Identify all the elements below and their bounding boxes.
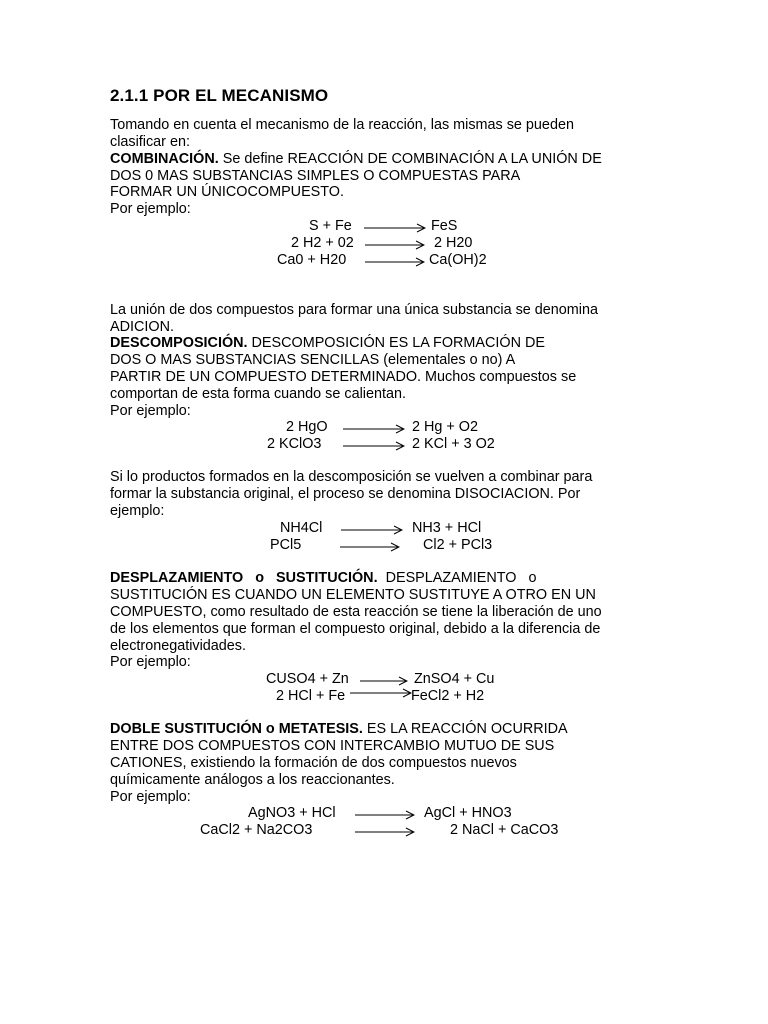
desplazamiento-eq1-reactants: CUSO4 + Zn [266,671,349,687]
intro-line-2: clasificar en: [110,134,190,150]
disociacion-line-2: formar la substancia original, el proceso se denomina DISOCIACION. Por [110,486,581,502]
doble-eq2-reactants: CaCl2 + Na2CO3 [200,822,313,838]
doble-line-2: ENTRE DOS COMPUESTOS CON INTERCAMBIO MUTUO DE SUS [110,738,555,754]
doble-text-1: ES LA REACCIÓN OCURRIDA [362,721,568,737]
descomposicion-text-1: DESCOMPOSICIÓN ES LA FORMACIÓN DE [247,335,545,351]
doble-line-4: químicamente análogos a los reaccionantes. [110,772,395,788]
desplazamiento-example-label: Por ejemplo: [110,654,191,670]
combinacion-eq2-reactants: 2 H2 + 02 [291,235,354,251]
desplazamiento-eq1-products: ZnSO4 + Cu [414,671,495,687]
descomposicion-eq1-reactants: 2 HgO [286,419,328,435]
reaction-arrow [340,542,400,552]
section-heading: 2.1.1 POR EL MECANISMO [110,86,329,105]
desplazamiento-line-2: SUSTITUCIÓN ES CUANDO UN ELEMENTO SUSTITUYE A OTRO EN UN [110,587,596,603]
desplazamiento-line-4: de los elementos que forman el compuesto original, debido a la diferencia de [110,621,601,637]
descomposicion-line-3: PARTIR DE UN COMPUESTO DETERMINADO. Muchos compuestos se [110,369,577,385]
descomposicion-eq2-products: 2 KCl + 3 O2 [412,436,495,452]
reaction-arrow [350,688,412,698]
reaction-arrow [343,441,405,451]
doble-example-label: Por ejemplo: [110,789,191,805]
descomposicion-eq1-products: 2 Hg + O2 [412,419,478,435]
descomposicion-eq3-reactants: NH4Cl [280,520,323,536]
desplazamiento-title: DESPLAZAMIENTO o SUSTITUCIÓN. [110,570,378,586]
reaction-arrow [364,223,426,233]
desplazamiento-line-5: electronegatividades. [110,638,247,654]
descomposicion-line-1 [110,335,650,352]
combinacion-eq3-products: Ca(OH)2 [429,252,487,268]
reaction-arrow [355,827,415,837]
desplazamiento-line-3: COMPUESTO, como resultado de esta reacción se tiene la liberación de uno [110,604,602,620]
reaction-arrow [365,240,425,250]
combinacion-example-label: Por ejemplo: [110,201,191,217]
doble-line-3: CATIONES, existiendo la formación de dos compuestos nuevos [110,755,517,771]
descomposicion-line-2: DOS O MAS SUBSTANCIAS SENCILLAS (elementales o no) A [110,352,516,368]
adicion-line-2: ADICION. [110,319,174,335]
reaction-arrow [360,676,408,686]
adicion-line-1: La unión de dos compuestos para formar una única substancia se denomina [110,302,598,318]
descomposicion-eq2-reactants: 2 KClO3 [267,436,322,452]
doble-eq1-reactants: AgNO3 + HCl [248,805,336,821]
desplazamiento-text-1: DESPLAZAMIENTO o [377,570,537,586]
reaction-arrow [341,525,403,535]
doble-title: DOBLE SUSTITUCIÓN o METATESIS. [110,721,363,737]
descomposicion-example-label: Por ejemplo: [110,403,191,419]
doble-eq2-products: 2 NaCl + CaCO3 [450,822,559,838]
combinacion-line-1 [110,151,650,168]
desplazamiento-line-1 [110,570,650,587]
descomposicion-eq3-products: NH3 + HCl [412,520,482,536]
doble-line-1 [110,721,650,738]
doble-eq1-products: AgCl + HNO3 [424,805,512,821]
combinacion-title: COMBINACIÓN. [110,151,219,167]
combinacion-line-2: DOS 0 MAS SUBSTANCIAS SIMPLES O COMPUESTAS PARA [110,168,521,184]
combinacion-eq1-reactants: S + Fe [309,218,352,234]
combinacion-eq3-reactants: Ca0 + H20 [277,252,347,268]
disociacion-line-1: Si lo productos formados en la descomposición se vuelven a combinar para [110,469,593,485]
intro-line-1: Tomando en cuenta el mecanismo de la reacción, las mismas se pueden [110,117,574,133]
desplazamiento-eq2-reactants: 2 HCl + Fe [276,688,346,704]
descomposicion-eq4-products: Cl2 + PCl3 [423,537,493,553]
combinacion-eq1-products: FeS [431,218,458,234]
desplazamiento-eq2-products: FeCl2 + H2 [411,688,485,704]
combinacion-line-3: FORMAR UN ÚNICOCOMPUESTO. [110,184,344,200]
reaction-arrow [355,810,415,820]
descomposicion-line-4: comportan de esta forma cuando se calientan. [110,386,406,402]
descomposicion-eq4-reactants: PCl5 [270,537,302,553]
reaction-arrow [343,424,405,434]
reaction-arrow [365,257,425,267]
descomposicion-title: DESCOMPOSICIÓN. [110,335,248,351]
combinacion-text-1: Se define REACCIÓN DE COMBINACIÓN A LA UNIÓN DE [218,151,602,167]
combinacion-eq2-products: 2 H20 [434,235,473,251]
disociacion-line-3: ejemplo: [110,503,165,519]
